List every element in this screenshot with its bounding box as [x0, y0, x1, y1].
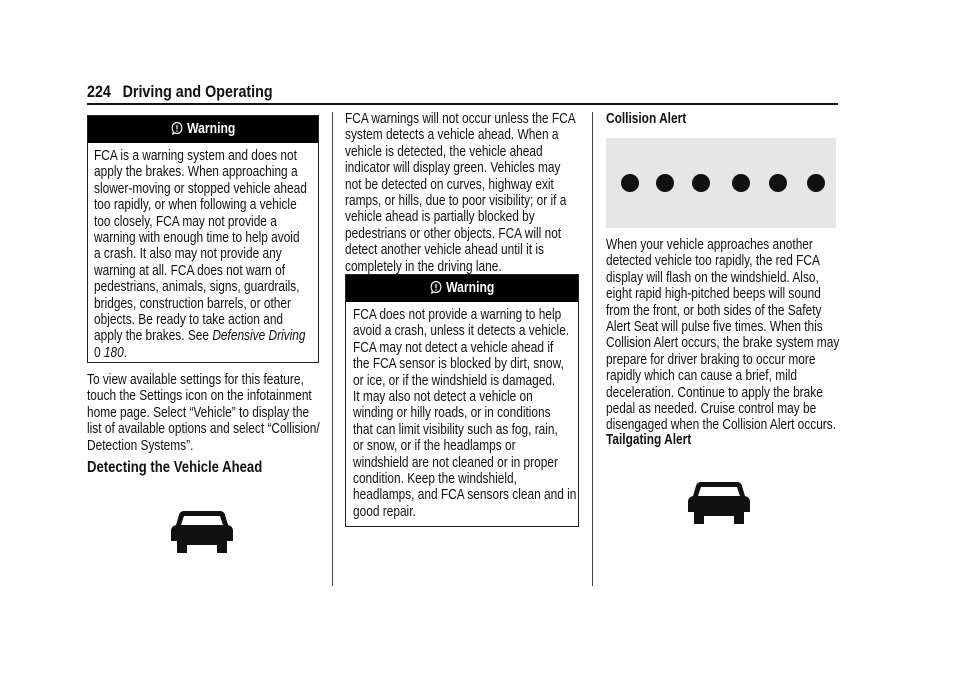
warning-text-line: FCA does not provide a warning to help — [353, 307, 562, 323]
paragraph-line: disengaged when the Collision Alert occurs. — [606, 417, 837, 434]
paragraph-line: touch the Settings icon on the infotainment — [87, 388, 312, 405]
alert-dot — [807, 174, 825, 192]
warning-text-line: slower-moving or stopped vehicle ahead — [94, 180, 307, 197]
alert-dot — [621, 174, 639, 192]
warning-text-line: headlamps, and FCA sensors clean and in — [353, 487, 577, 504]
page-header — [87, 82, 273, 102]
section-title: Driving and Operating — [122, 82, 273, 101]
alert-dot — [692, 174, 710, 192]
warning-text-line: a crash. It also may not provide any — [94, 246, 282, 263]
paragraph-line: vehicle is detected, the vehicle ahead — [345, 143, 543, 160]
paragraph-line: vehicle ahead is partially blocked by — [345, 209, 535, 226]
warning-text-line: that can limit visibility such as fog, rain, — [353, 421, 558, 438]
paragraph-line: eight rapid high-pitched beeps will sound — [606, 286, 821, 303]
warning-text-line: It may also not detect a vehicle on — [353, 389, 533, 406]
warning-text-line: warning with enough time to help avoid — [94, 230, 300, 247]
warning-text-line: too closely, FCA may not provide a — [94, 213, 277, 230]
warning-text-line: winding or hilly roads, or in conditions — [353, 405, 551, 422]
column-divider-left — [332, 112, 333, 586]
warning-text-fragment: apply the brakes. See — [94, 328, 210, 345]
fca-paragraph — [345, 111, 576, 275]
paragraph-line: system detects a vehicle ahead. When a — [345, 127, 559, 144]
paragraph-line: indicator will display green. Vehicles may — [345, 160, 561, 177]
paragraph-line: Collision Alert occurs, the brake system may — [606, 335, 840, 352]
paragraph-line: from the front, or both sides of the Safety — [606, 302, 822, 319]
tailgating-vehicle-icon — [687, 478, 751, 526]
warning-box-1-text — [94, 148, 307, 361]
paragraph-line: pedestrians or other objects. FCA will not — [345, 225, 562, 242]
collision-alert-heading: Collision Alert — [606, 111, 687, 127]
paragraph-line: list of available options and select “Collision/ — [87, 421, 320, 438]
warning-text-line: or ice, or if the windshield is damaged. — [353, 372, 556, 389]
warning-text-line: or snow, or if the headlamps or — [353, 438, 516, 455]
paragraph-line: detected vehicle too rapidly, the red FCA — [606, 253, 820, 270]
warning-box-2 — [345, 274, 579, 527]
warning-text-line: good repair. — [353, 503, 416, 520]
paragraph-line: detect another vehicle ahead until it is — [345, 242, 544, 259]
cross-reference-page[interactable]: 180 — [103, 344, 124, 361]
alert-dot — [769, 174, 787, 192]
warning-box-2-title-bar — [346, 275, 578, 302]
warning-box-2-text — [353, 307, 576, 520]
paragraph-line: pedal as needed. Cruise control may be — [606, 401, 817, 418]
warning-text-line: warning at all. FCA does not warn of — [94, 262, 286, 279]
warning-text-line — [94, 328, 307, 344]
warning-text-line: pedestrians, animals, signs, guardrails, — [94, 279, 300, 296]
warning-text-line: objects. Be ready to take action and — [94, 312, 284, 329]
cross-reference-page-line — [94, 345, 307, 361]
warning-text-line: FCA may not detect a vehicle ahead if — [353, 339, 554, 356]
warning-box-2-title: Warning — [445, 280, 495, 296]
paragraph-line: When your vehicle approaches another — [606, 237, 813, 253]
punctuation: . — [123, 344, 128, 361]
collision-alert-flashing-dots — [606, 138, 836, 228]
alert-dot — [732, 174, 750, 192]
paragraph-line: Detection Systems”. — [87, 437, 194, 454]
warning-icon — [171, 121, 183, 135]
cross-reference-link[interactable]: Defensive Driving — [212, 328, 306, 345]
collision-alert-paragraph — [606, 237, 839, 434]
warning-box-1-title-bar — [88, 116, 318, 143]
warning-text-line: windshield are not cleaned or in proper — [353, 454, 558, 471]
paragraph-line: display will flash on the windshield. Also, — [606, 269, 819, 286]
warning-text-line: condition. Keep the windshield, — [353, 471, 517, 488]
paragraph-line: To view available settings for this feature, — [87, 372, 304, 388]
column-divider-right — [592, 112, 593, 586]
alert-dot — [656, 174, 674, 192]
paragraph-line: rapidly which can cause a brief, mild — [606, 368, 797, 385]
tailgating-alert-heading: Tailgating Alert — [606, 432, 692, 448]
paragraph-line: not be detected on curves, highway exit — [345, 176, 554, 193]
warning-text-line: bridges, construction barrels, or other — [94, 295, 291, 312]
warning-icon — [430, 280, 442, 294]
warning-box-1-title: Warning — [186, 121, 236, 137]
vehicle-ahead-icon — [170, 507, 234, 555]
paragraph-line: deceleration. Continue to apply the brake — [606, 384, 823, 401]
detecting-vehicle-heading: Detecting the Vehicle Ahead — [87, 459, 263, 476]
warning-text-line: too rapidly, or when following a vehicle — [94, 197, 297, 214]
paragraph-line: Alert Seat will pulse five times. When this — [606, 319, 823, 336]
warning-text-line: the FCA sensor is blocked by dirt, snow, — [353, 356, 564, 373]
warning-text-line: apply the brakes. When approaching a — [94, 164, 298, 181]
settings-paragraph — [87, 372, 320, 454]
warning-box-1 — [87, 115, 319, 363]
warning-text-line: avoid a crash, unless it detects a vehicle. — [353, 323, 570, 340]
header-rule — [87, 103, 838, 105]
page-ref-arrow-icon: 0 — [94, 344, 101, 361]
paragraph-line: home page. Select “Vehicle” to display the — [87, 404, 310, 421]
warning-text-line: FCA is a warning system and does not — [94, 148, 297, 164]
paragraph-line: completely in the driving lane. — [345, 258, 502, 275]
paragraph-line: FCA warnings will not occur unless the FCA — [345, 111, 576, 127]
page-number: 224 — [87, 82, 111, 101]
paragraph-line: prepare for driver braking to occur more — [606, 351, 816, 368]
paragraph-line: ramps, or hills, due to poor visibility; or if a — [345, 193, 567, 210]
